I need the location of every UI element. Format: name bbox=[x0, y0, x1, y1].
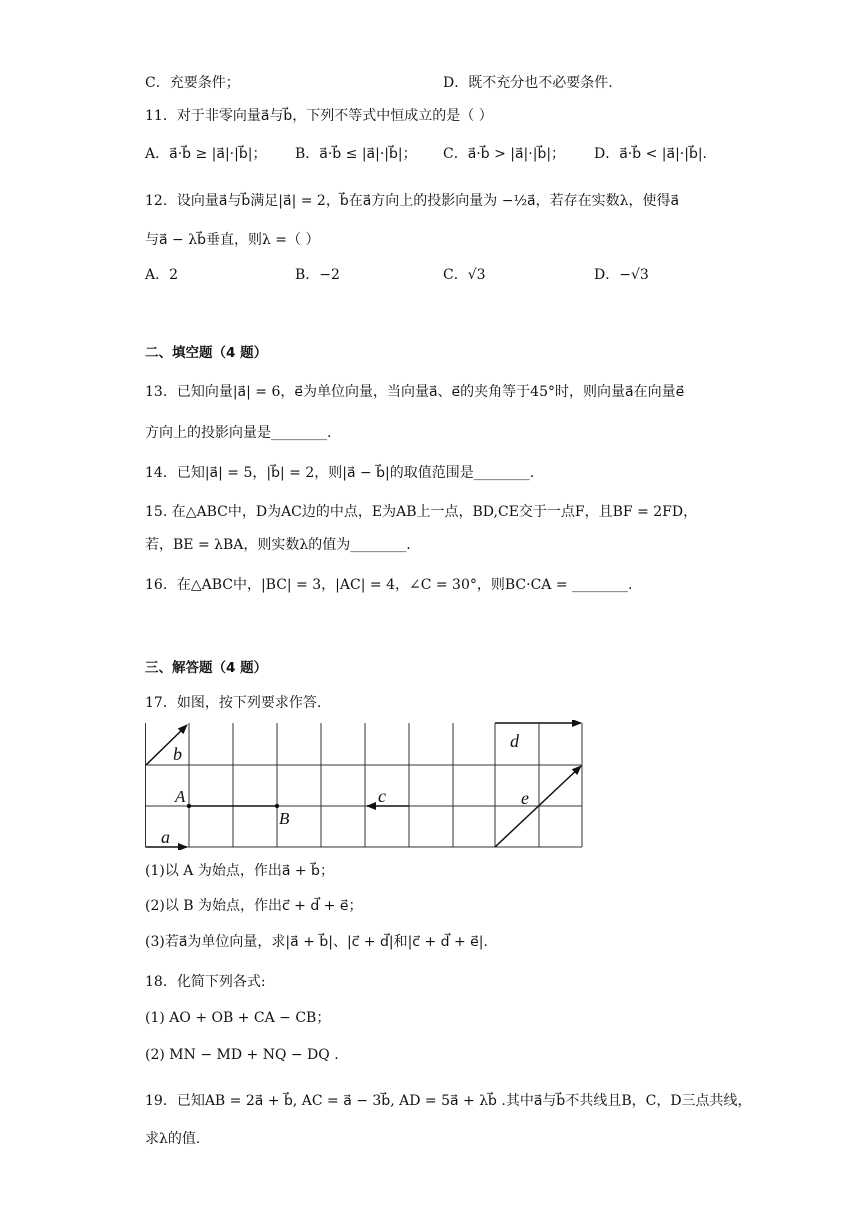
q12-option-b: B．−2 bbox=[295, 267, 340, 283]
point-a-dot bbox=[187, 804, 191, 808]
q12-stem-line1: 12．设向量a⃗与b⃗满足|a⃗| = 2，b⃗在a⃗方向上的投影向量为 −½a⃗，若存在实数λ，使得a⃗ bbox=[145, 193, 680, 209]
label-e: e⃗ bbox=[521, 788, 543, 808]
q16-text: 16．在△ABC中，|BC| = 3，|AC| = 4，∠C = 30°，则BC·CA = ________. bbox=[145, 577, 633, 593]
q18-part1: (1) AO + OB + CA − CB； bbox=[145, 1010, 331, 1026]
label-point-a: A bbox=[175, 787, 186, 806]
q15-line2: 若，BE = λBA，则实数λ的值为________. bbox=[145, 537, 411, 553]
label-b: b⃗ bbox=[173, 744, 197, 764]
q11-option-a: A．a⃗·b⃗ ≥ |a⃗|·|b⃗|； bbox=[145, 146, 267, 162]
q17-stem: 17．如图，按下列要求作答. bbox=[145, 695, 322, 711]
point-b-dot bbox=[275, 804, 279, 808]
q12-option-d: D．−√3 bbox=[594, 267, 649, 283]
q15-line1: 15. 在△ABC中，D为AC边的中点，E为AB上一点，BD,CE交于一点F，且BF = 2FD， bbox=[145, 504, 698, 520]
q19-line2: 求λ的值. bbox=[145, 1131, 201, 1147]
section-answer-heading: 三、解答题（4 题） bbox=[145, 660, 268, 676]
q12-stem-line2: 与a⃗ − λb⃗垂直，则λ =（ ） bbox=[145, 232, 320, 248]
label-a: a⃗ bbox=[161, 827, 185, 847]
q18-part2: (2) MN − MD + NQ − DQ . bbox=[145, 1047, 339, 1063]
vector-grid-figure bbox=[145, 720, 585, 850]
q11-stem: 11．对于非零向量a⃗与b⃗，下列不等式中恒成立的是（ ） bbox=[145, 108, 493, 124]
q13-line1: 13．已知向量|a⃗| = 6，e⃗为单位向量，当向量a⃗、e⃗的夹角等于45°时，则向量a⃗在向量e⃗ bbox=[145, 384, 685, 400]
q11-option-b: B．a⃗·b⃗ ≤ |a⃗|·|b⃗|； bbox=[295, 146, 417, 162]
q19-line1: 19．已知AB = 2a⃗ + b⃗, AC = a⃗ − 3b⃗, AD = 5a⃗ + λb⃗ .其中a⃗与b⃗不共线且B，C，D三点共线， bbox=[145, 1093, 752, 1109]
q10-option-c: C．充要条件； bbox=[145, 75, 240, 91]
section-fill-in-heading: 二、填空题（4 题） bbox=[145, 345, 268, 361]
q18-stem: 18．化简下列各式: bbox=[145, 974, 266, 990]
label-d: d⃗ bbox=[510, 731, 534, 751]
q14-text: 14．已知|a⃗| = 5，|b⃗| = 2，则|a⃗ − b⃗|的取值范围是________. bbox=[145, 465, 535, 481]
q10-option-d: D．既不充分也不必要条件. bbox=[443, 75, 613, 91]
q17-part1: (1)以 A 为始点，作出a⃗ + b⃗； bbox=[145, 863, 334, 879]
q17-part2: (2)以 B 为始点，作出c⃗ + d⃗ + e⃗； bbox=[145, 898, 363, 914]
q17-part3: (3)若a⃗为单位向量，求|a⃗ + b⃗|、|c⃗ + d⃗|和|c⃗ + d⃗ + e⃗|. bbox=[145, 934, 488, 950]
q11-option-d: D．a⃗·b⃗ < |a⃗|·|b⃗|. bbox=[594, 146, 708, 162]
q12-option-c: C．√3 bbox=[443, 267, 486, 283]
q12-option-a: A．2 bbox=[145, 267, 179, 283]
q11-option-c: C．a⃗·b⃗ > |a⃗|·|b⃗|； bbox=[443, 146, 566, 162]
label-c: c⃗ bbox=[378, 786, 400, 806]
q13-line2: 方向上的投影向量是________. bbox=[145, 425, 332, 441]
label-point-b: B bbox=[279, 809, 290, 828]
